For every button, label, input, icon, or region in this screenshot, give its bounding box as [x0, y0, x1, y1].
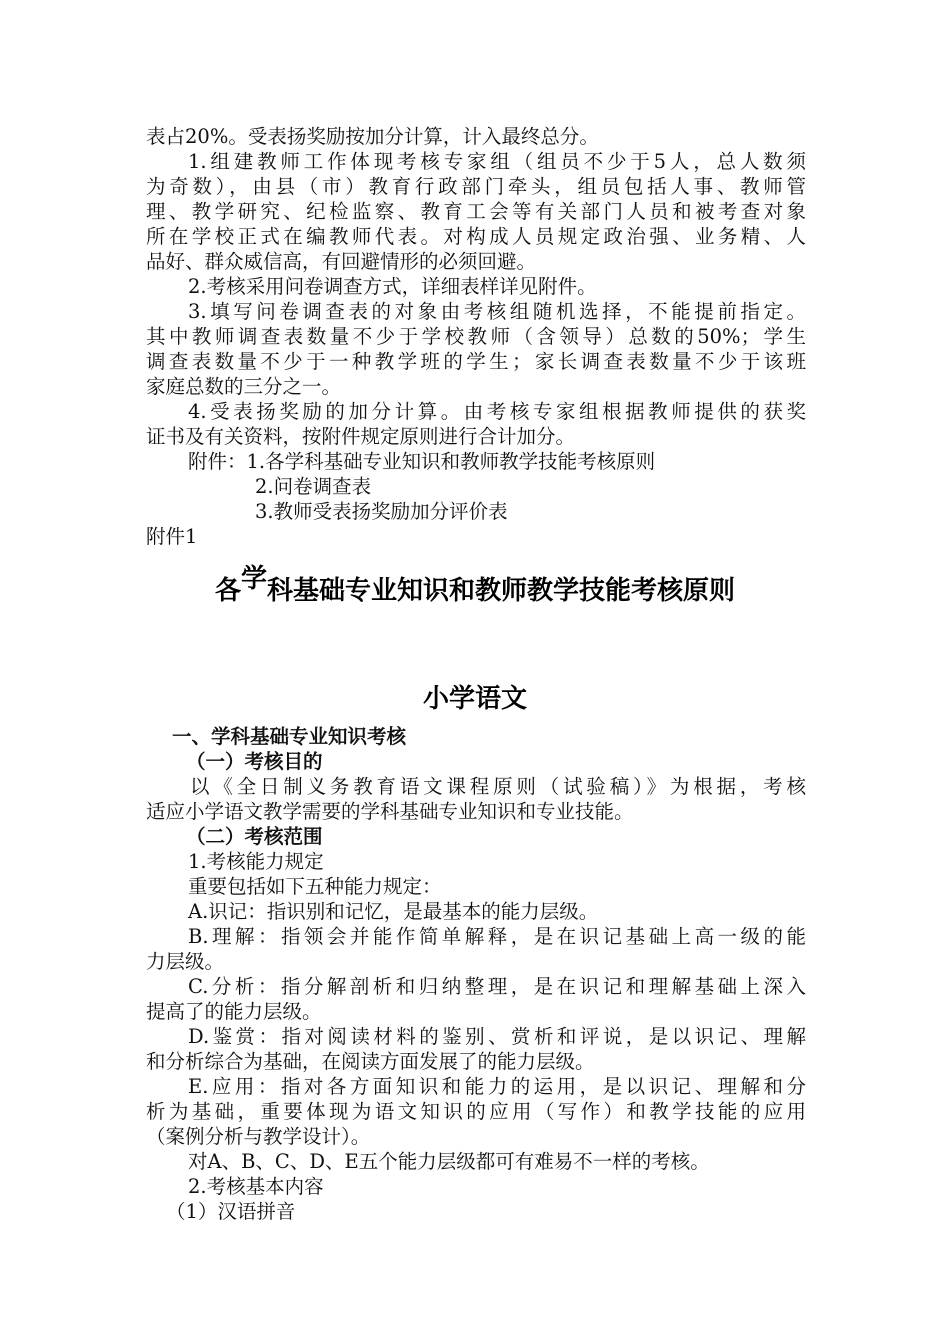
- text-line: 3.填写问卷调查表的对象由考核组随机选择，不能提前指定。: [188, 300, 806, 323]
- text-line: （1）汉语拼音: [166, 1200, 296, 1223]
- text-line: 其中教师调查表数量不少于学校教师（含领导）总数的50%；学生: [146, 325, 806, 348]
- text-line: 1.组建教师工作体现考核专家组（组员不少于5人，总人数须: [188, 150, 806, 173]
- text-line: 2.考核基本内容: [188, 1175, 324, 1198]
- text-line: B.理解：指领会并能作简单解释，是在识记基础上高一级的能: [188, 925, 806, 948]
- text-line: 调查表数量不少于一种教学班的学生；家长调查表数量不少于该班: [146, 350, 806, 373]
- text-line: A.识记：指识别和记忆，是最基本的能力层级。: [188, 900, 599, 923]
- text-line: 以《全日制义务教育语文课程原则（试验稿）》为根据，考核: [190, 775, 806, 798]
- text-line: 为奇数），由县（市）教育行政部门牵头，组员包括人事、教师管: [146, 175, 806, 198]
- text-line: 析为基础，重要体现为语文知识的应用（写作）和教学技能的应用: [146, 1100, 806, 1123]
- text-line: 力层级。: [146, 950, 225, 973]
- text-line: D.鉴赏：指对阅读材料的鉴别、赏析和评说，是以识记、理解: [188, 1025, 806, 1048]
- text-line: （案例分析与教学设计）。: [146, 1125, 371, 1148]
- text-line: 提高了的能力层级。: [146, 1000, 322, 1023]
- text-line: 1.考核能力规定: [188, 850, 324, 873]
- attachment-list-line: 附件：1.各学科基础专业知识和教师教学技能考核原则: [188, 450, 656, 473]
- text-line: 重要包括如下五种能力规定：: [188, 875, 442, 898]
- attachment-list-line: 2.问卷调查表: [255, 475, 372, 498]
- attachment-label: 附件1: [146, 525, 198, 548]
- subsection-heading: （一）考核目的: [186, 750, 323, 773]
- document-title: [0, 564, 950, 608]
- text-line: 证书及有关资料，按附件规定原则进行合计加分。: [146, 425, 576, 448]
- text-line: 对A、B、C、D、E五个能力层级都可有难易不一样的考核。: [188, 1150, 710, 1173]
- text-line: 家庭总数的三分之一。: [146, 375, 342, 398]
- text-line: 和分析综合为基础，在阅读方面发展了的能力层级。: [146, 1050, 595, 1073]
- subsection-heading: （二）考核范围: [186, 825, 323, 848]
- title-part: 学: [240, 564, 267, 594]
- text-line: 所在学校正式在编教师代表。对构成人员规定政治强、业务精、人: [146, 225, 806, 248]
- title-part: 各: [214, 576, 241, 606]
- text-line: E.应用：指对各方面知识和能力的运用，是以识记、理解和分: [188, 1075, 806, 1098]
- section-heading: 一、学科基础专业知识考核: [172, 725, 407, 748]
- text-line: 表占20%。受表扬奖励按加分计算，计入最终总分。: [146, 125, 599, 148]
- text-line: 2.考核采用问卷调查方式，详细表样详见附件。: [188, 275, 597, 298]
- section-subtitle: 小学语文: [422, 684, 527, 714]
- text-line: 理、教学研究、纪检监察、教育工会等有关部门人员和被考查对象: [146, 200, 806, 223]
- text-line: 品好、群众威信高，有回避情形的必须回避。: [146, 250, 537, 273]
- attachment-list-line: 3.教师受表扬奖励加分评价表: [255, 500, 508, 523]
- title-part: 科基础专业知识和教师教学技能考核原则: [267, 576, 736, 606]
- text-line: C.分析：指分解剖析和归纳整理，是在识记和理解基础上深入: [188, 975, 806, 998]
- text-line: 适应小学语文教学需要的学科基础专业知识和专业技能。: [146, 800, 634, 823]
- text-line: 4.受表扬奖励的加分计算。由考核专家组根据教师提供的获奖: [188, 400, 806, 423]
